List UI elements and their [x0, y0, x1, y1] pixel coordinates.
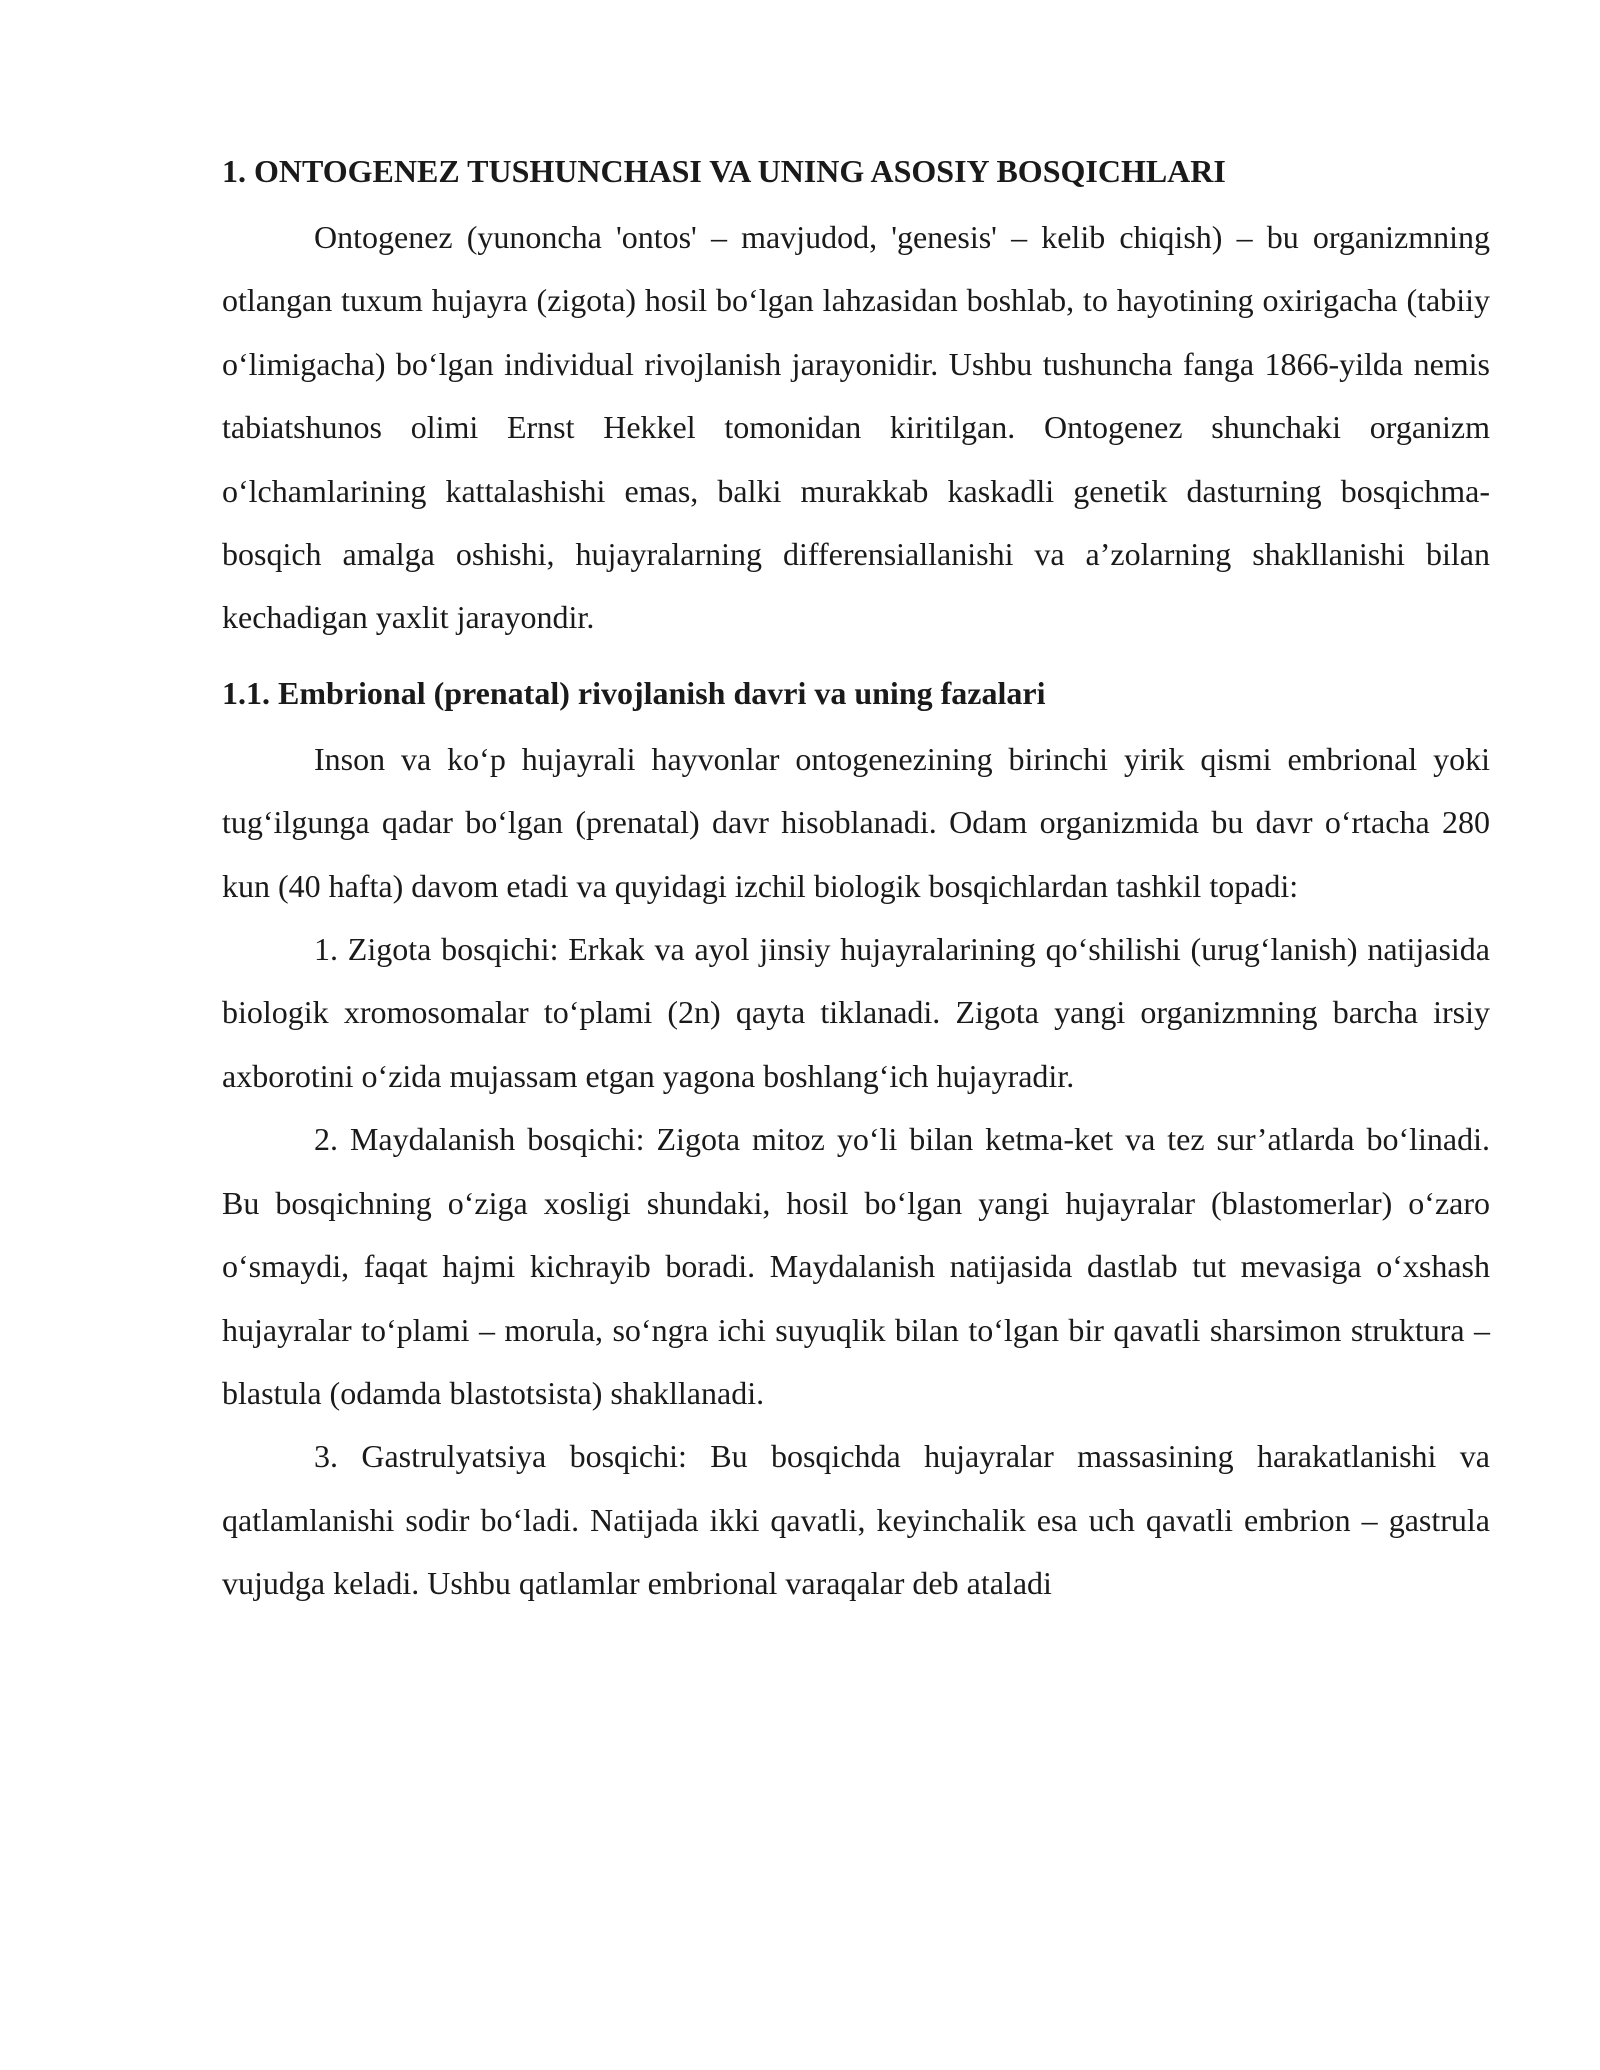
section-heading: 1. ONTOGENEZ TUSHUNCHASI VA UNING ASOSIY BOSQICHLARI — [222, 153, 1226, 189]
stage-paragraph-gastrulyatsiya: 3. Gastrulyatsiya bosqichi: Bu bosqichda hujayralar massasining harakatlanishi va qatlamlanishi sodir bo‘ladi. Natijada ikki qavatli, keyinchalik esa uch qavatli embrion – gastrula vujudga keladi. Ushbu qatlamlar embrional varaqalar deb ataladi — [222, 1438, 1490, 1602]
stage-paragraph-zigota: 1. Zigota bosqichi: Erkak va ayol jinsiy hujayralarining qo‘shilishi (urug‘lanish) natijasida biologik xromosomalar to‘plami (2n) qayta tiklanadi. Zigota yangi organizmning barcha irsiy axborotini o‘zida mujassam etgan yagona boshlang‘ich hujayradir. — [222, 931, 1490, 1094]
stage-paragraph-maydalanish: 2. Maydalanish bosqichi: Zigota mitoz yo‘li bilan ketma-ket va tez sur’atlarda bo‘linadi. Bu bosqichning o‘ziga xosligi shundaki, hosil bo‘lgan yangi hujayralar (blastomerlar) o‘zaro o‘smaydi, faqat hajmi kichrayib boradi. Maydalanish natijasida dastlab tut mevasiga o‘xshash hujayralar to‘plami – morula, so‘ngra ichi suyuqlik bilan to‘lgan bir qavatli sharsimon struktura – blastula (odamda blastotsista) shakllanadi. — [222, 1121, 1490, 1411]
subsection-heading: 1.1. Embrional (prenatal) rivojlanish davri va uning fazalari — [222, 674, 1046, 711]
intro-paragraph: Ontogenez (yunoncha 'ontos' – mavjudod, 'genesis' – kelib chiqish) – bu organizmning otlangan tuxum hujayra (zigota) hosil bo‘lgan lahzasidan boshlab, to hayotining oxirigacha (tabiiy o‘limigacha) bo‘lgan individual rivojlanish jarayonidir. Ushbu tushuncha fanga 1866-yilda nemis tabiatshunos olimi Ernst Hekkel tomonidan kiritilgan. Ontogenez shunchaki organizm o‘lchamlarining kattalashishi emas, balki murakkab kaskadli genetik dasturning bosqichma-bosqich amalga oshishi, hujayralarning differensiallanishi va a’zolarning shakllanishi bilan kechadigan yaxlit jarayondir. — [222, 219, 1490, 636]
section-paragraph: Inson va ko‘p hujayrali hayvonlar ontogenezining birinchi yirik qismi embrional yoki tug‘ilgunga qadar bo‘lgan (prenatal) davr hisoblanadi. Odam organizmida bu davr o‘rtacha 280 kun (40 hafta) davom etadi va quyidagi izchil biologik bosqichlardan tashkil topadi: — [222, 740, 1490, 904]
document-body — [222, 148, 1490, 1616]
spacer — [222, 650, 1490, 662]
